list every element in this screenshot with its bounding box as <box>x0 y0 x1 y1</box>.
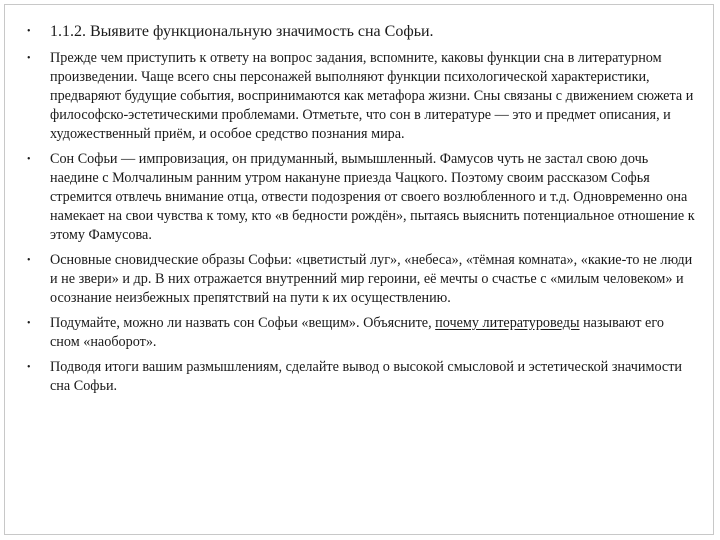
question-text-end: называют его сном «наоборот». <box>50 315 664 350</box>
question-text-start: Подумайте, можно ли назвать сон Софьи «вещим». Объясните, <box>50 315 436 331</box>
paragraph-conclusion: Подводя итоги вашим размышлениям, сделайте вывод о высокой смысловой и эстетической значимости сна Софьи. <box>50 359 682 394</box>
list-item-conclusion <box>5 358 713 396</box>
bullet-icon: • <box>27 255 31 266</box>
slide-heading: 1.1.2. Выявите функциональную значимость сна Софьи. <box>50 23 434 40</box>
slide-content <box>5 5 713 396</box>
bullet-icon: • <box>27 53 31 64</box>
bullet-icon: • <box>27 318 31 329</box>
bullet-icon: • <box>27 362 31 373</box>
paragraph-functions: Прежде чем приступить к ответу на вопрос задания, вспомните, каковы функции сна в литературном произведении. Чаще всего сны персонажей выполняют функции психологической характеристики, предваряют будущие события, воспринимаются как метафора жизни. Сны связаны с движением сюжета и философско-эстетическими проблемами. Отметьте, что сон в литературе — это и предмет описания, и художественный приём, и особое средство познания мира. <box>50 50 694 142</box>
question-underlined-text: почему литературоведы <box>435 315 580 331</box>
bullet-icon: • <box>27 154 31 165</box>
list-item-question <box>5 314 713 352</box>
paragraph-images: Основные сновидческие образы Софьи: «цветистый луг», «небеса», «тёмная комната», «какие-то не люди и не звери» и др. В них отражается внутренний мир героини, её мечты о счастье с «милым человеком» и осознание неизбежных препятствий на пути к их осуществлению. <box>50 252 693 306</box>
list-item-functions <box>5 49 713 144</box>
list-item-improvisation <box>5 150 713 245</box>
heading-item <box>5 22 713 42</box>
bullet-icon: • <box>27 26 31 37</box>
list-item-images <box>5 251 713 308</box>
bullet-list <box>5 22 713 396</box>
slide <box>4 4 714 535</box>
paragraph-improvisation: Сон Софьи — импровизация, он придуманный, вымышленный. Фамусов чуть не застал свою дочь наедине с Молчалиным ранним утром накануне приезда Чацкого. Поэтому своим рассказом Софья стремится отвлечь внимание отца, отвести подозрения от своего возлюбленного и т.д. Одновременно она намекает на свои чувства к тому, кто «в бедности рождён», пытаясь выяснить потенциальное отношение к этому Фамусова. <box>50 151 695 243</box>
